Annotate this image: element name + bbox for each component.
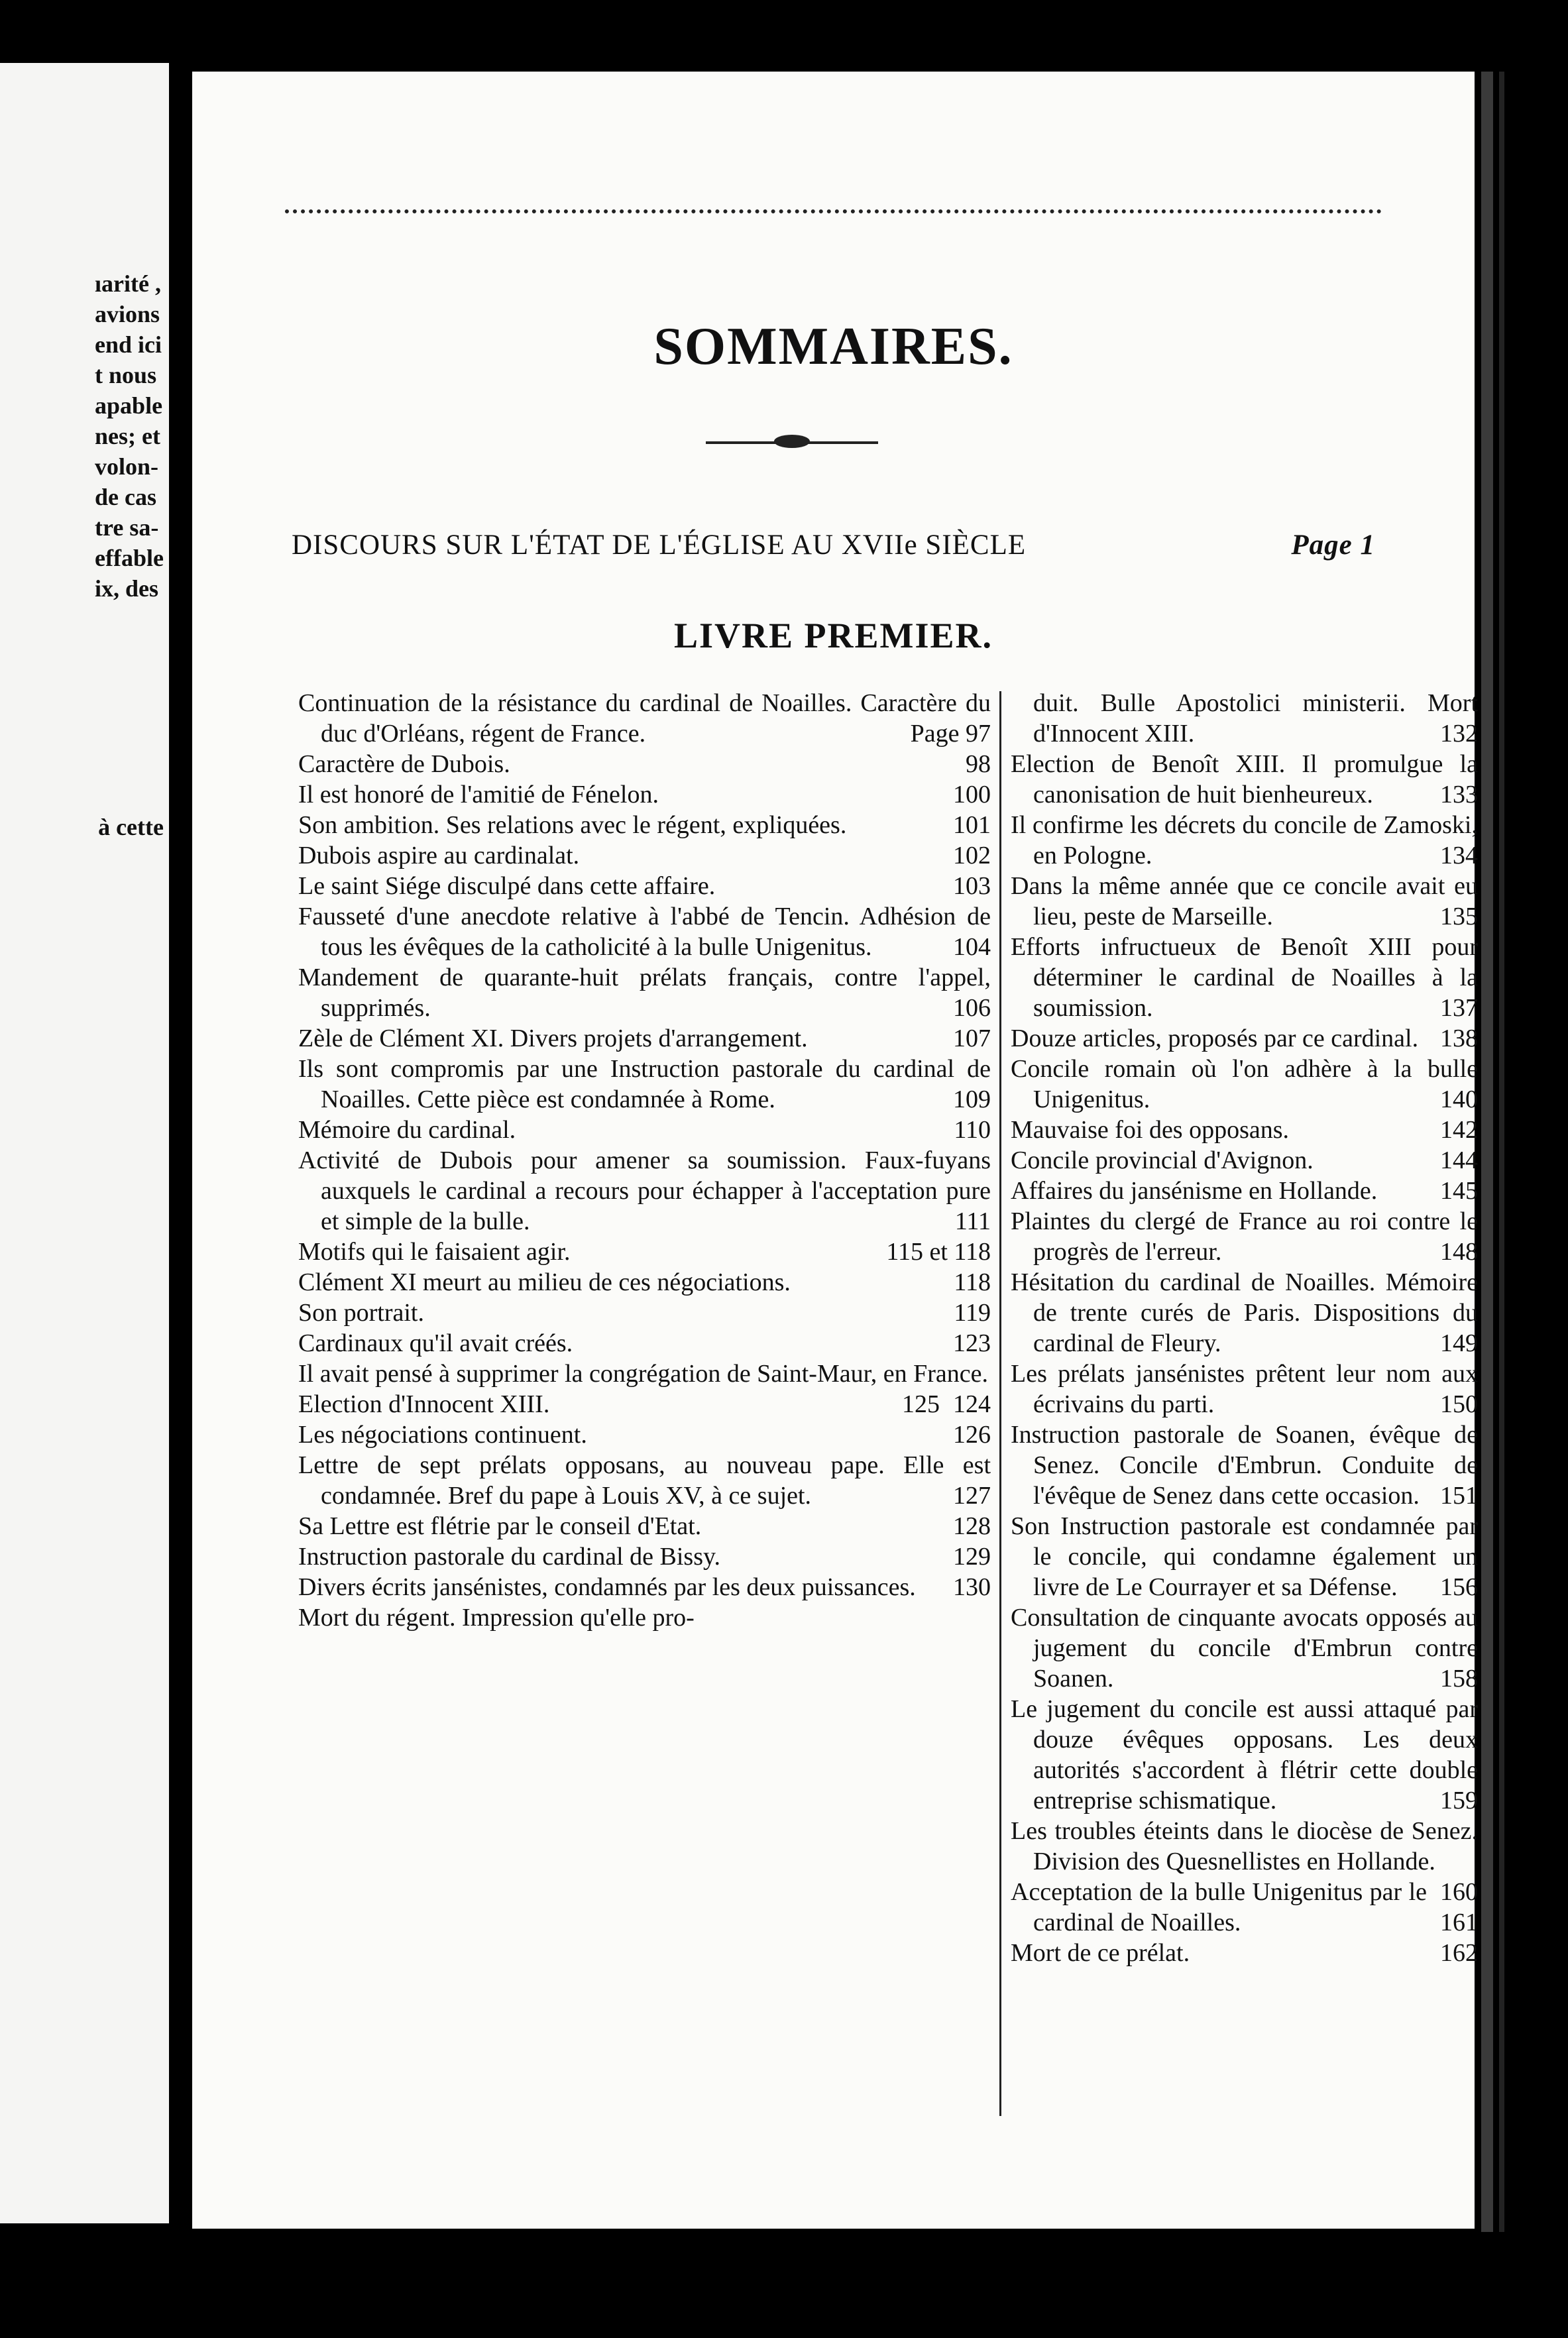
toc-entry-text: Son portrait.	[298, 1299, 424, 1327]
toc-page-number: 98	[966, 750, 991, 778]
toc-page-number: 138	[1440, 1025, 1478, 1052]
toc-page-number: 130	[953, 1573, 991, 1601]
toc-page-number: 135	[1440, 903, 1478, 930]
toc-page-number: 127	[953, 1482, 991, 1510]
left-page-fragment	[0, 63, 169, 2223]
toc-entry	[298, 1054, 991, 1115]
toc-entry-text: Mort de ce prélat.	[1011, 1939, 1190, 1967]
toc-page-number: 123	[953, 1329, 991, 1357]
toc-page-number: 142	[1440, 1116, 1478, 1144]
toc-page-number: 100	[953, 781, 991, 808]
toc-entry-text: Caractère de Dubois.	[298, 750, 510, 778]
toc-entry	[1011, 1206, 1478, 1267]
toc-page-number: 110	[954, 1116, 991, 1144]
toc-entry	[1011, 749, 1478, 810]
toc-entry	[298, 1420, 991, 1450]
toc-entry	[298, 1298, 991, 1328]
toc-entry	[298, 779, 991, 810]
toc-entry	[1011, 688, 1478, 749]
toc-page-number: 144	[1440, 1146, 1478, 1174]
toc-entry	[298, 1450, 991, 1511]
toc-entry	[1011, 1176, 1478, 1206]
toc-entry-text: Sa Lettre est flétrie par le conseil d'Etat.	[298, 1512, 702, 1540]
toc-entry-text: Continuation de la résistance du cardinal de Noailles. Caractère du duc d'Orléans, régent de France.	[298, 689, 991, 748]
discours-page: Page 1	[1291, 529, 1375, 561]
toc-page-number: 115 et 118	[886, 1238, 991, 1266]
toc-entry	[298, 1267, 991, 1298]
discours-line	[292, 529, 1375, 569]
toc-page-number: 133	[1440, 781, 1478, 808]
toc-entry-text: Lettre de sept prélats opposans, au nouveau pape. Elle est condamnée. Bref du pape à Louis XV, à ce sujet.	[298, 1451, 991, 1510]
toc-page-number: 137	[1440, 994, 1478, 1022]
toc-entry-text: Il avait pensé à supprimer la congrégation de Saint-Maur, en France.	[298, 1360, 988, 1388]
toc-entry-text: Les prélats jansénistes prêtent leur nom aux écrivains du parti.	[1011, 1360, 1478, 1418]
toc-entry	[298, 1511, 991, 1541]
left-page-line: ıarité ,	[95, 270, 161, 297]
toc-entry-text: Le saint Siége disculpé dans cette affaire.	[298, 872, 716, 900]
left-page-line: end ici	[95, 331, 162, 358]
toc-entry-text: Mauvaise foi des opposans.	[1011, 1116, 1290, 1144]
toc-page-number: 118	[954, 1268, 991, 1296]
toc-entry-text: Consultation de cinquante avocats opposés au jugement du concile d'Embrun contre Soanen.	[1011, 1604, 1478, 1693]
top-dotted-rule	[285, 209, 1382, 213]
toc-page-number: 150	[1440, 1390, 1478, 1418]
toc-entry-text: Efforts infructueux de Benoît XIII pour déterminer le cardinal de Noailles à la soumission.	[1011, 933, 1478, 1022]
toc-entry-text: Son Instruction pastorale est condamnée par le concile, qui condamne également un livre de Le Courrayer et sa Défense.	[1011, 1512, 1478, 1601]
toc-page-number: 160	[1440, 1878, 1478, 1906]
toc-page-number: 124	[953, 1390, 991, 1418]
toc-entry-text: Les troubles éteints dans le diocèse de Senez. Division des Quesnellistes en Hollande.	[1011, 1817, 1478, 1875]
toc-entry-text: Motifs qui le faisaient agir.	[298, 1238, 571, 1266]
toc-entry-text: Il est honoré de l'amitié de Fénelon.	[298, 781, 659, 808]
toc-entry-text: Divers écrits jansénistes, condamnés par les deux puissances.	[298, 1573, 916, 1601]
toc-entry-text: Election de Benoît XIII. Il promulgue la canonisation de huit bienheureux.	[1011, 750, 1478, 808]
toc-page-number: 151	[1440, 1482, 1478, 1510]
toc-entry	[298, 1145, 991, 1237]
toc-entry-text: Affaires du jansénisme en Hollande.	[1011, 1177, 1378, 1205]
toc-page-number: 106	[953, 994, 991, 1022]
toc-entry	[1011, 1938, 1478, 1968]
toc-entry	[1011, 932, 1478, 1023]
toc-page-number: 103	[953, 872, 991, 900]
toc-page-number: 126	[953, 1421, 991, 1449]
toc-entry	[1011, 1145, 1478, 1176]
toc-entry-text: Concile romain où l'on adhère à la bulle Unigenitus.	[1011, 1055, 1478, 1113]
left-page-line: ix, des	[95, 575, 159, 602]
toc-page-number: 145	[1440, 1177, 1478, 1205]
toc-entry-text: Mort du régent. Impression qu'elle pro-	[298, 1604, 695, 1632]
discours-title: DISCOURS SUR L'ÉTAT DE L'ÉGLISE AU XVIIe SIÈCLE	[292, 529, 1027, 561]
toc-entry-text: Hésitation du cardinal de Noailles. Mémoire de trente curés de Paris. Dispositions du cardinal de Fleury.	[1011, 1268, 1478, 1357]
toc-entry	[1011, 1267, 1478, 1359]
left-page-line: volon-	[95, 453, 159, 480]
toc-page-number: 161	[1440, 1909, 1478, 1936]
toc-entry	[1011, 871, 1478, 932]
toc-entry-text: Il confirme les décrets du concile de Zamoski, en Pologne.	[1011, 811, 1478, 869]
toc-right-column	[1011, 688, 1478, 1968]
toc-entry	[298, 1023, 991, 1054]
left-page-line: apable	[95, 392, 163, 419]
toc-entry	[298, 1115, 991, 1145]
toc-entry-text: Dans la même année que ce concile avait eu lieu, peste de Marseille.	[1011, 872, 1478, 930]
toc-entry-text: Election d'Innocent XIII.	[298, 1390, 550, 1418]
toc-entry	[298, 1602, 991, 1633]
toc-page-number: 156	[1440, 1573, 1478, 1601]
toc-entry	[298, 688, 991, 749]
toc-entry	[298, 840, 991, 871]
toc-entry	[298, 1237, 991, 1267]
toc-page-number: Page 97	[910, 720, 991, 748]
toc-page-number: 140	[1440, 1086, 1478, 1113]
left-page-line: t nous	[95, 362, 157, 388]
toc-entry-text: Fausseté d'une anecdote relative à l'abbé de Tencin. Adhésion de tous les évêques de la catholicité à la bulle Unigenitus.	[298, 903, 991, 961]
page-title: SOMMAIRES.	[653, 317, 1013, 376]
toc-page-number: 158	[1440, 1665, 1478, 1693]
toc-entry-text: Concile provincial d'Avignon.	[1011, 1146, 1314, 1174]
toc-page-number: 132	[1440, 720, 1478, 748]
toc-page-number: 101	[953, 811, 991, 839]
ornament-dot	[774, 435, 810, 448]
toc-entry-text: Plaintes du clergé de France au roi contre le progrès de l'erreur.	[1011, 1207, 1478, 1266]
toc-entry	[298, 1572, 991, 1602]
toc-entry-text: Douze articles, proposés par ce cardinal.	[1011, 1025, 1419, 1052]
toc-entry-text: Clément XI meurt au milieu de ces négociations.	[298, 1268, 791, 1296]
document-page	[192, 72, 1478, 2229]
toc-page-number: 159	[1440, 1787, 1478, 1814]
left-page-line: effable	[95, 545, 164, 571]
toc-page-number: 107	[953, 1025, 991, 1052]
toc-page-number: 111	[954, 1207, 991, 1235]
toc-entry	[1011, 1359, 1478, 1420]
toc-page-number: 149	[1440, 1329, 1478, 1357]
left-page-line: nes; et	[95, 423, 160, 449]
toc-entry-text: Acceptation de la bulle Unigenitus par le cardinal de Noailles.	[1011, 1878, 1427, 1936]
toc-entry	[1011, 1694, 1478, 1816]
toc-entry-text: Activité de Dubois pour amener sa soumission. Faux-fuyans auxquels le cardinal a recours pour échapper à l'acceptation pure et simple de la bulle.	[298, 1146, 991, 1235]
toc-entry	[298, 810, 991, 840]
left-page-line: avions	[95, 301, 160, 327]
toc-page-number: 104	[953, 933, 991, 961]
toc-entry	[298, 749, 991, 779]
toc-left-column	[298, 688, 991, 1633]
toc-entry	[1011, 1816, 1478, 1906]
toc-entry	[1011, 1511, 1478, 1602]
left-page-line: de cas	[95, 484, 157, 510]
toc-entry	[1011, 1115, 1478, 1145]
toc-entry	[298, 901, 991, 962]
section-heading: LIVRE PREMIER.	[673, 616, 993, 655]
toc-page-number: 134	[1440, 842, 1478, 869]
toc-entry	[1011, 1602, 1478, 1694]
toc-entry-text: duit. Bulle Apostolici ministerii. Mort d'Innocent XIII.	[1033, 689, 1478, 748]
toc-page-number: 125	[902, 1390, 940, 1418]
toc-entry-text: Dubois aspire au cardinalat.	[298, 842, 580, 869]
page-edge	[1481, 72, 1493, 2232]
left-page-line: tre sa-	[95, 514, 159, 541]
toc-page-number: 129	[953, 1543, 991, 1571]
toc-entry-text: Instruction pastorale de Soanen, évêque de Senez. Concile d'Embrun. Conduite de l'évêque de Senez dans cette occasion.	[1011, 1421, 1478, 1510]
page-edge-2	[1499, 72, 1504, 2232]
column-divider	[999, 691, 1001, 2116]
toc-entry	[1011, 810, 1478, 871]
toc-entry-text: Cardinaux qu'il avait créés.	[298, 1329, 573, 1357]
toc-entry-text: Instruction pastorale du cardinal de Bissy.	[298, 1543, 721, 1571]
toc-entry-text: Son ambition. Ses relations avec le régent, expliquées.	[298, 811, 847, 839]
left-page-text-2: à cette	[98, 814, 164, 840]
toc-page-number: 148	[1440, 1238, 1478, 1266]
toc-entry	[298, 871, 991, 901]
toc-entry	[298, 1541, 991, 1572]
toc-entry-text: Mandement de quarante-huit prélats français, contre l'appel, supprimés.	[298, 964, 991, 1022]
toc-entry	[298, 1328, 991, 1359]
toc-entry	[298, 1389, 991, 1420]
toc-page-number: 109	[953, 1086, 991, 1113]
toc-entry	[1011, 1023, 1478, 1054]
toc-page-number: 102	[953, 842, 991, 869]
toc-entry	[1011, 1420, 1478, 1511]
toc-page-number: 162	[1440, 1939, 1478, 1967]
toc-entry-text: Les négociations continuent.	[298, 1421, 587, 1449]
toc-page-number: 128	[953, 1512, 991, 1540]
left-page-text	[95, 268, 164, 604]
toc-entry	[1011, 1877, 1478, 1938]
toc-entry-text: Ils sont compromis par une Instruction pastorale du cardinal de Noailles. Cette pièce est condamnée à Rome.	[298, 1055, 991, 1113]
toc-entry-text: Mémoire du cardinal.	[298, 1116, 516, 1144]
toc-entry	[1011, 1054, 1478, 1115]
toc-page-number: 119	[954, 1299, 991, 1327]
toc-entry	[298, 962, 991, 1023]
toc-entry-text: Le jugement du concile est aussi attaqué par douze évêques opposans. Les deux autorités s'accordent à flétrir cette double entreprise schismatique.	[1011, 1695, 1478, 1814]
toc-entry-text: Zèle de Clément XI. Divers projets d'arrangement.	[298, 1025, 808, 1052]
